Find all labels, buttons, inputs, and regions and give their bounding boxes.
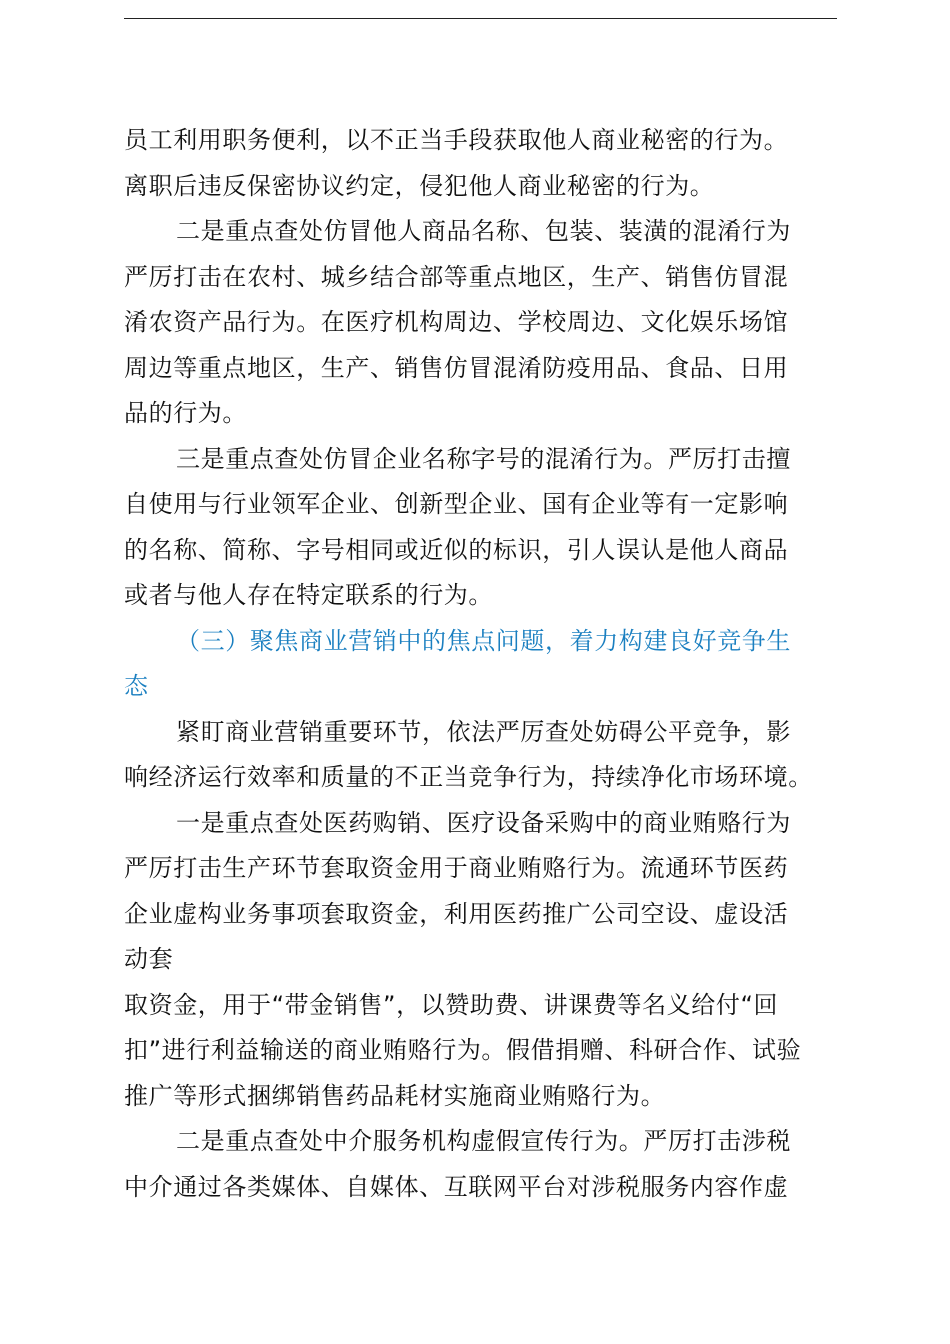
paragraph-start-line: 紧盯商业营销重要环节，依法严厉查处妨碍公平竞争，影 — [176, 717, 791, 746]
text-line: 严厉打击在农村、城乡结合部等重点地区，生产、销售仿冒混 — [124, 262, 789, 291]
text-line: 推广等形式捆绑销售药品耗材实施商业贿赂行为。 — [124, 1081, 666, 1110]
text-line: 自使用与行业领军企业、创新型企业、国有企业等有一定影响 — [124, 490, 789, 518]
text-line: 的名称、简称、字号相同或近似的标识，引人误认是他人商品 — [124, 535, 789, 564]
paragraph-start-line: 二是重点查处中介服务机构虚假宣传行为。严厉打击涉税 — [176, 1127, 791, 1155]
text-line: 企业虚构业务事项套取资金，利用医药推广公司空设、虚设活 — [124, 899, 789, 928]
text-line: 严厉打击生产环节套取资金用于商业贿赂行为。流通环节医药 — [124, 854, 789, 882]
text-line: 响经济运行效率和质量的不正当竞争行为，持续净化市场环境。 — [124, 763, 813, 791]
header-rule — [124, 18, 837, 19]
section-heading-line: （三）聚焦商业营销中的焦点问题，着力构建良好竞争生 — [176, 626, 791, 655]
text-line: 或者与他人存在特定联系的行为。 — [124, 581, 493, 609]
text-line: 中介通过各类媒体、自媒体、互联网平台对涉税服务内容作虚 — [124, 1172, 789, 1201]
section-heading-line: 态 — [124, 672, 149, 700]
document-body — [124, 118, 837, 1210]
text-line: 扣”进行利益输送的商业贿赂行为。假借捐赠、科研合作、试验 — [124, 1036, 802, 1064]
text-line: 动套 — [124, 945, 174, 973]
text-line: 淆农资产品行为。在医疗机构周边、学校周边、文化娱乐场馆 — [124, 308, 789, 336]
text-line: 品的行为。 — [124, 399, 247, 427]
text-line: 离职后违反保密协议约定，侵犯他人商业秘密的行为。 — [124, 171, 715, 200]
paragraph-start-line: 三是重点查处仿冒企业名称字号的混淆行为。严厉打击擅 — [176, 444, 791, 473]
text-line: 取资金，用于“带金销售”，以赞助费、讲课费等名义给付“回 — [124, 990, 779, 1019]
paragraph-start-line: 一是重点查处医药购销、医疗设备采购中的商业贿赂行为 — [176, 808, 791, 837]
text-line: 周边等重点地区，生产、销售仿冒混淆防疫用品、食品、日用 — [124, 353, 789, 382]
text-line: 员工利用职务便利，以不正当手段获取他人商业秘密的行为。 — [124, 126, 789, 154]
paragraph-start-line: 二是重点查处仿冒他人商品名称、包装、装潢的混淆行为 — [176, 217, 791, 245]
